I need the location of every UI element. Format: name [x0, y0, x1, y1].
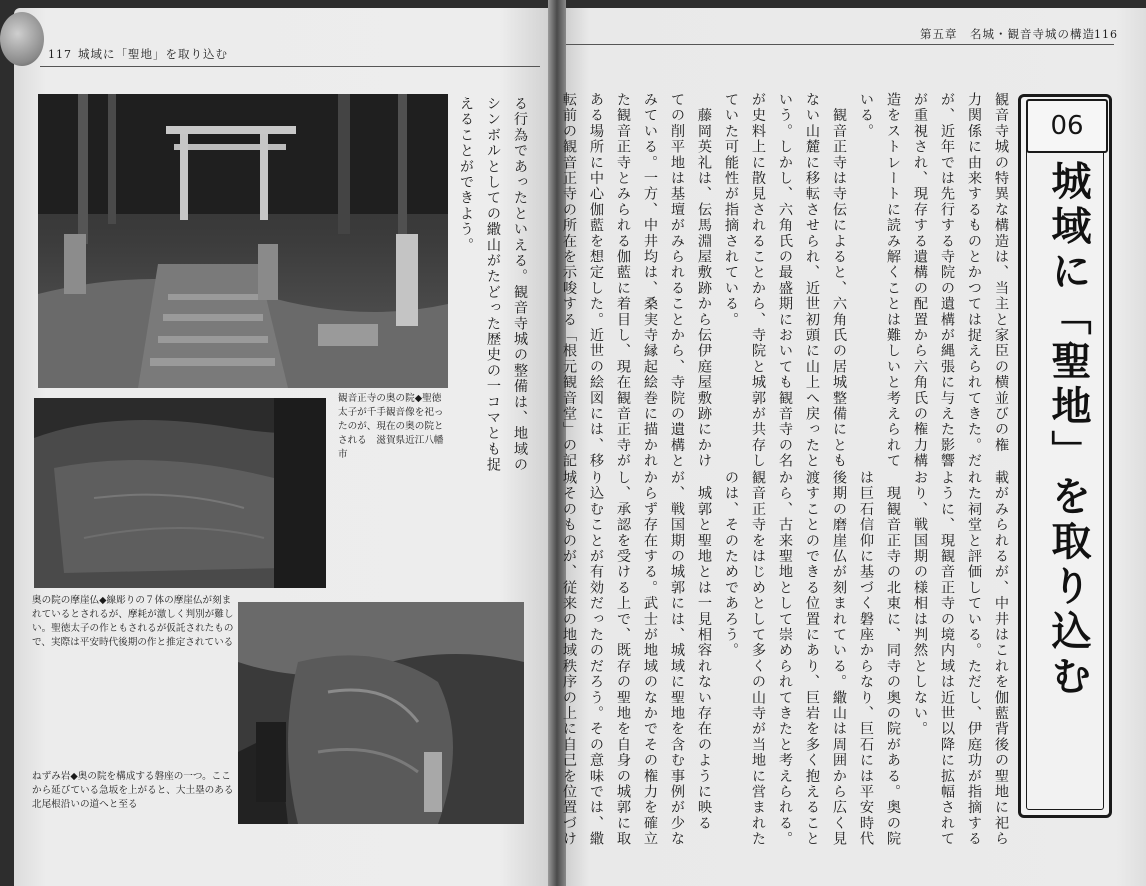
- text-line: 城郭と聖地とは一見相容れない存在のように映る: [696, 470, 712, 832]
- text-line: る行為であったといえる。観音寺城の整備は、地域の: [512, 96, 528, 473]
- text-line: れた祠堂と評価している。ただし、伊庭功が指摘する: [966, 470, 982, 847]
- text-line: のは、そのためであろう。: [723, 470, 739, 659]
- text-line: 力関係に由来するものとかつては捉えられてきた。だ: [966, 92, 982, 469]
- left-running-title: 城域に「聖地」を取り込む: [78, 47, 228, 61]
- text-line: た観音正寺とみられる伽藍に着目し、現在観音正寺が: [615, 92, 631, 469]
- text-line: 城そのものが、従来の地域秩序の上に自己を位置づけ: [561, 470, 577, 847]
- text-line: ていた可能性が指摘されている。: [723, 92, 739, 328]
- text-line: ように、現観音正寺の境内域は近世以降に拡幅されて: [939, 470, 955, 847]
- section-number: 06: [1026, 99, 1108, 153]
- right-running-title: 第五章 名城・観音寺城の構造: [920, 27, 1095, 41]
- right-page-number: 116: [1094, 28, 1118, 41]
- caption-photo-torii: 観音正寺の奥の院◆聖徳太子が千手観音像を祀ったのが、現在の奥の院とされる 滋賀県近江八幡市: [338, 393, 444, 460]
- text-line: 現観音正寺の北東に、同寺の奥の院がある。奥の院: [885, 470, 901, 847]
- caption-photo-rock-buddha: 奥の院の摩崖仏◆線彫りの７体の摩崖仏が刻まれているとされるが、摩耗が激しく判別が難しい。聖徳太子の作ともされるが仮託されたもので、実際は平安時代後期の作と推定されている: [32, 595, 234, 648]
- text-line: が史料上に散見されることから、寺院と城郭が共存し: [750, 92, 766, 469]
- photo-rock-buddha: [34, 398, 326, 588]
- text-line: シンボルとしての繖山がたどった歴史の一コマとも捉: [485, 96, 501, 473]
- text-line: からず存在する。武士が地域のなかでその権力を確立: [642, 470, 658, 847]
- text-line: いる。: [858, 92, 874, 140]
- text-line: が、近年では先行する寺院の遺構が縄張に与えた影響: [939, 92, 955, 469]
- text-line: が、戦国期の城郭には、城域に聖地を含む事例が少な: [669, 470, 685, 847]
- photo-torii: [38, 94, 448, 388]
- text-line: 造をストレートに読み解くことは難しいと考えられて: [885, 92, 901, 469]
- text-line: 後期の磨崖仏が刻まれている。繖山は周囲から広く見: [831, 470, 847, 847]
- left-page-number: 117: [48, 48, 72, 61]
- right-header-rule: [566, 44, 1114, 45]
- text-line: り込むことが有効だったのだろう。その意味では、繖: [588, 470, 604, 847]
- text-line: ある場所に中心伽藍を想定した。近世の絵図には、移: [588, 92, 604, 469]
- text-line: 藤岡英礼は、伝馬淵屋敷跡から伝伊庭屋敷跡にかけ: [696, 92, 712, 469]
- text-line: いう。しかし、六角氏の最盛期においても観音寺の名: [777, 92, 793, 469]
- text-line: ての削平地は基壇がみられることから、寺院の遺構と: [669, 92, 685, 469]
- text-line: えることができよう。: [458, 96, 474, 253]
- text-line: みている。一方、中井均は、桑実寺縁起絵巻に描かれ: [642, 92, 658, 469]
- body-text-left: [452, 96, 533, 473]
- left-header-rule: [40, 66, 540, 67]
- text-line: は巨石信仰に基づく磐座からなり、巨石には平安時代: [858, 470, 874, 847]
- photo-nezumi-rock: [238, 602, 524, 824]
- body-text-right-lower: [561, 470, 1014, 847]
- text-line: し、承認を受ける上で、既存の聖地を自身の城郭に取: [615, 470, 631, 847]
- text-line: 観音正寺は寺伝によると、六角氏の居城整備にとも: [831, 92, 847, 469]
- body-text-right-upper: [561, 92, 1014, 469]
- caption-photo-nezumi-rock: ねずみ岩◆奥の院を構成する磐座の一つ。ここから延びている急坂を上がると、大土塁のある北尾根沿いの道へと至る: [32, 771, 234, 810]
- text-line: 観音寺城の特異な構造は、当主と家臣の横並びの権: [993, 92, 1009, 454]
- thumb: [0, 12, 44, 66]
- text-line: が重視され、現存する遺構の配置から六角氏の権力構: [912, 92, 928, 469]
- text-line: 観音正寺をはじめとして多くの山寺が当地に営まれた: [750, 470, 766, 847]
- text-line: おり、戦国期の様相は判然としない。: [912, 470, 928, 737]
- text-line: 渡すことのできる位置にあり、巨岩を多く抱えること: [804, 470, 820, 847]
- text-line: ない山麓に移転させられ、近世初頭に山上へ戻ったと: [804, 92, 820, 469]
- text-line: 載がみられるが、中井はこれを伽藍背後の聖地に祀ら: [993, 470, 1009, 847]
- text-line: から、古来聖地として崇められてきたと考えられる。: [777, 470, 793, 847]
- section-title: 城域に「聖地」を取り込む: [1045, 160, 1091, 700]
- text-line: 転前の観音正寺の所在を示唆する「根元観音堂」の記: [561, 92, 577, 469]
